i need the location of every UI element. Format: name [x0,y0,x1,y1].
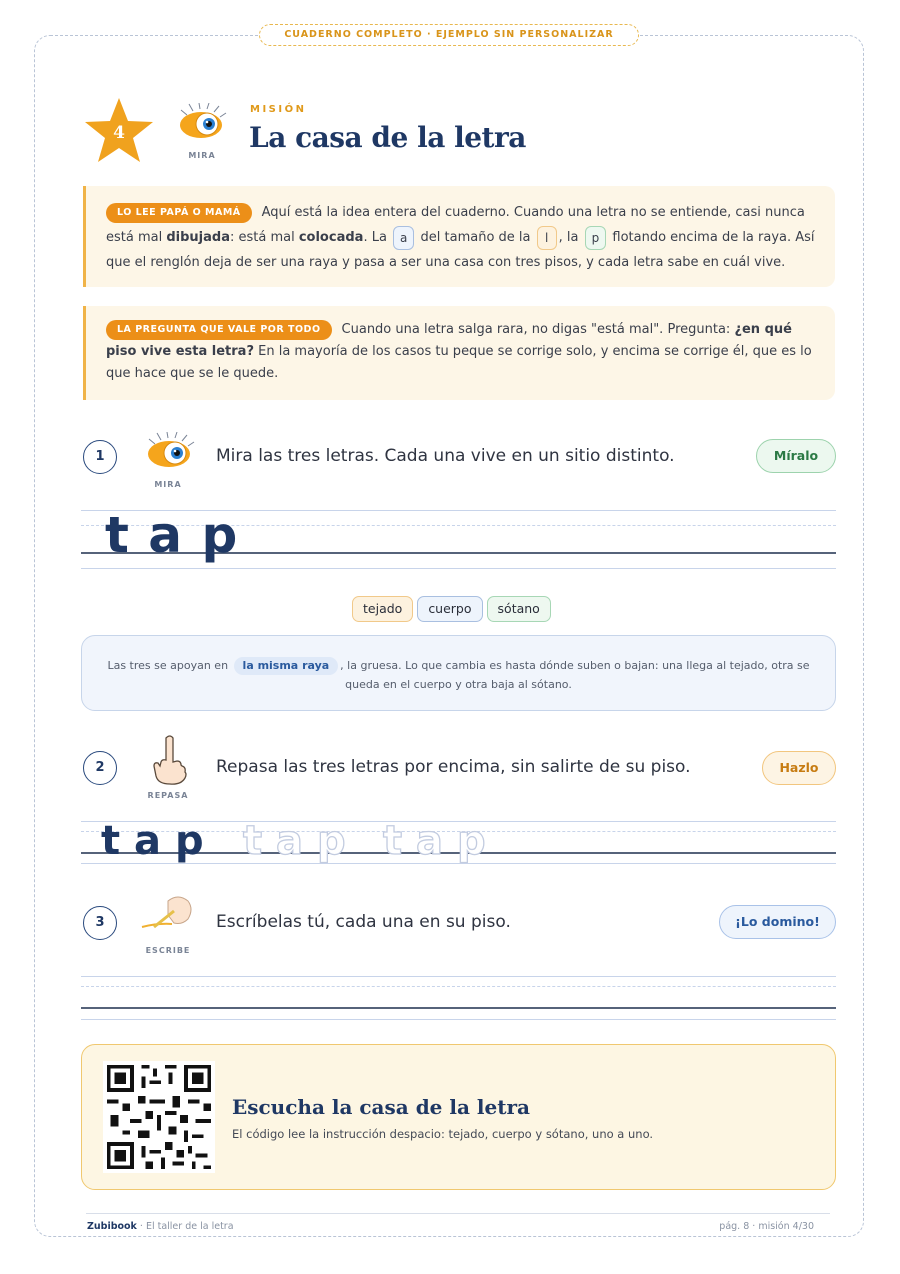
mission-number: 4 [113,123,125,143]
hand-writing-icon [138,893,196,937]
eye-icon [143,432,197,472]
qr-code[interactable] [103,1061,215,1173]
footer-subtitle: · El taller de la letra [136,1221,234,1232]
guide-line-top [81,976,836,977]
note-text: . La [363,230,392,245]
hazlo-button[interactable]: Hazlo [762,751,836,785]
step-icon-label-3: ESCRIBE [145,946,191,955]
explanation-box [81,635,836,711]
lo-domino-button[interactable]: ¡Lo domino! [719,905,836,939]
finger-icon [148,734,190,786]
highlight-misma-raya: la misma raya [234,657,339,675]
letter-box-l: l [537,226,557,250]
explanation-text: Las tres se apoyan en [107,659,232,672]
step-text-2: Repasa las tres letras por encima, sin salirte de su piso. [216,757,691,777]
guide-line-base [81,1007,836,1009]
guide-line-mid [81,986,836,987]
chip-tejado: tejado [352,596,413,622]
trace-letters-ghost: t a p [383,818,486,864]
parent-note-pill: LO LEE PAPÁ O MAMÁ [106,203,252,223]
page-title: La casa de la letra [249,121,526,154]
example-letters: t a p [105,506,239,564]
floor-chips [352,596,555,622]
step-icon-label-1: MIRA [154,480,182,489]
step-text-1: Mira las tres letras. Cada una vive en un sitio distinto. [216,446,675,466]
question-note [83,306,835,400]
footer-brand [87,1221,234,1232]
brand-name: Zubibook [87,1221,137,1232]
step-number-3: 3 [83,906,117,940]
letter-box-p: p [585,226,607,250]
audio-description: El código lee la instrucción despacio: tejado, cuerpo y sótano, uno a uno. [232,1127,654,1141]
chip-sotano: sótano [487,596,551,622]
note-text: del tamaño de la [416,230,535,245]
letter-box-a: a [393,226,414,250]
mission-icon-label: MIRA [188,151,216,160]
eye-icon [175,103,229,143]
step-number-2: 2 [83,751,117,785]
trace-letters-ghost: t a p [243,818,346,864]
note-text: , la [558,230,583,245]
footer-divider [86,1213,830,1214]
audio-title: Escucha la casa de la letra [232,1095,530,1119]
footer-page: pág. 8 · misión 4/30 [719,1221,814,1232]
miralo-button[interactable]: Míralo [756,439,836,473]
note-bold: dibujada [166,230,230,245]
guide-line-bottom [81,1019,836,1020]
step-text-3: Escríbelas tú, cada una en su piso. [216,912,511,932]
guide-line-bottom [81,568,836,569]
note-bold: ¿en qué piso vive esta letra? [106,322,792,359]
parent-note [83,186,835,287]
note-text: En la mayoría de los casos tu peque se corrige solo, y encima se corrige él, que es lo que hace que se le quede. [106,344,812,381]
note-text: flotando encima de la raya. Así que el renglón deja de ser una raya y pasa a ser una casa con tres pisos, y cada letra sabe en cuál vive. [106,230,815,270]
audio-card [81,1044,836,1190]
question-note-pill: LA PREGUNTA QUE VALE POR TODO [106,320,332,340]
note-text: Aquí está la idea entera del cuaderno. Cuando una letra no se entiende, casi nunca está mal [106,205,805,245]
note-text: : está mal [229,230,299,245]
chip-cuerpo: cuerpo [417,596,482,622]
top-label: CUADERNO COMPLETO · EJEMPLO SIN PERSONALIZAR [259,24,639,46]
note-text: Cuando una letra salga rara, no digas "está mal". Pregunta: [341,322,735,337]
trace-letters-solid: t a p [101,818,204,864]
note-bold: colocada [298,230,364,245]
step-number-1: 1 [83,440,117,474]
mission-kicker: MISIÓN [250,104,307,115]
explanation-text: , la gruesa. Lo que cambia es hasta dónde suben o bajan: una llega al tejado, otra se queda en el cuerpo y otra baja al sótano. [340,659,810,691]
step-icon-label-2: REPASA [147,791,189,800]
